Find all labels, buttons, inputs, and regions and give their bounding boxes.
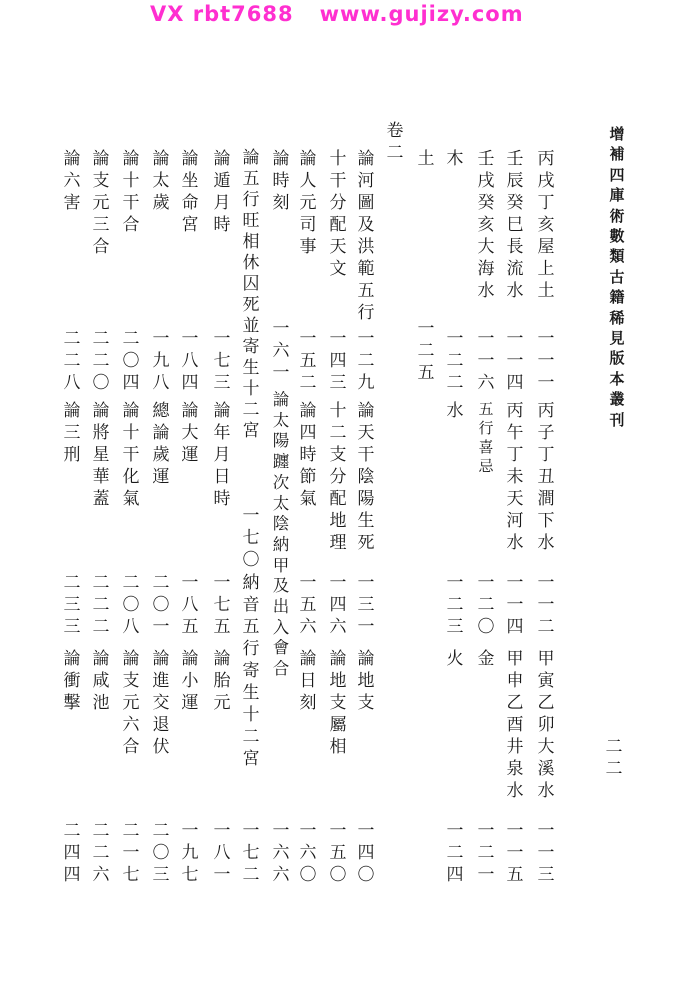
toc-entry-title: 土 xyxy=(417,149,435,169)
watermark-vx: VX rbt7688 xyxy=(150,2,294,26)
toc-entry-title: 論時刻 xyxy=(272,149,290,213)
toc-entry-page: 一二五 xyxy=(417,319,435,383)
toc-entry-title: 壬辰癸巳長流水 xyxy=(506,149,524,301)
toc-entry-title: 論天干陰陽生死 xyxy=(357,401,375,553)
toc-entry-title: 丙午丁未天河水 xyxy=(506,401,524,553)
toc-entry-title: 論十干合 xyxy=(122,149,140,235)
toc-entry-title: 論坐命宮 xyxy=(181,149,199,235)
toc-entry-page: 一二四 xyxy=(446,821,464,885)
toc-entry-title: 論年月日時 xyxy=(213,401,231,509)
toc-entry-page: 二一七 xyxy=(122,821,140,885)
toc-entry-title: 論五行旺相休囚死並寄生十二宮 xyxy=(242,148,260,441)
toc-entry-title: 丙子丁丑澗下水 xyxy=(537,401,555,553)
toc-entry-title: 論胎元 xyxy=(213,649,231,713)
toc-entry-page: 一一二 xyxy=(537,573,555,637)
toc-entry-title: 論人元司事 xyxy=(299,149,317,257)
toc-entry-title: 論太陽躔次太陰納甲及出入會合 xyxy=(272,390,290,679)
toc-entry-page: 一一三 xyxy=(537,821,555,885)
page-number: 二二 xyxy=(605,737,623,779)
toc-entry-page: 二二六 xyxy=(92,821,110,885)
toc-entry-title: 論大運 xyxy=(181,401,199,465)
toc-entry-title: 論太歲 xyxy=(152,149,170,213)
toc-entry-title: 論衝擊 xyxy=(63,649,81,713)
toc-entry-page: 二〇八 xyxy=(122,573,140,637)
toc-entry-page: 一一一 xyxy=(537,329,555,393)
toc-entry-title: 論支元六合 xyxy=(122,649,140,757)
toc-entry-page: 一七〇 xyxy=(242,506,260,570)
toc-entry-title: 火 xyxy=(446,649,464,669)
toc-entry-page: 一六一 xyxy=(272,319,290,383)
watermark xyxy=(150,2,550,26)
toc-entry-title: 木 xyxy=(446,149,464,169)
toc-entry-page: 一一五 xyxy=(506,821,524,885)
toc-entry-title: 丙戌丁亥屋上土 xyxy=(537,149,555,301)
toc-entry-page: 二〇四 xyxy=(122,329,140,393)
toc-entry-page: 一八一 xyxy=(213,821,231,885)
toc-entry-title: 論地支屬相 xyxy=(329,649,347,757)
toc-entry-page: 一七五 xyxy=(213,573,231,637)
toc-entry-page: 一四〇 xyxy=(357,821,375,885)
toc-entry-page: 一八四 xyxy=(181,329,199,393)
toc-entry-page: 一二一 xyxy=(477,821,495,885)
toc-entry-title: 論日刻 xyxy=(299,649,317,713)
toc-entry-title: 論小運 xyxy=(181,649,199,713)
toc-entry-page: 一七三 xyxy=(213,329,231,393)
toc-entry-page: 一七二 xyxy=(242,821,260,885)
toc-entry-title: 論十干化氣 xyxy=(122,401,140,509)
toc-entry-title: 論咸池 xyxy=(92,649,110,713)
toc-entry-page: 一五六 xyxy=(299,573,317,637)
toc-entry-title: 甲申乙酉井泉水 xyxy=(506,649,524,801)
toc-entry-title: 壬戌癸亥大海水 xyxy=(477,149,495,301)
toc-entry-page: 一一四 xyxy=(506,329,524,393)
toc-entry-title: 論進交退伏 xyxy=(152,649,170,757)
toc-entry-page: 一一四 xyxy=(506,573,524,637)
toc-entry-title: 甲寅乙卯大溪水 xyxy=(537,649,555,801)
toc-entry-title: 十二支分配地理 xyxy=(329,401,347,553)
toc-entry-title: 總論歲運 xyxy=(152,401,170,487)
toc-entry-page: 一二二 xyxy=(446,329,464,393)
toc-entry-title: 論河圖及洪範五行 xyxy=(357,149,375,323)
toc-entry-page: 二〇一 xyxy=(152,573,170,637)
toc-entry-page: 一四三 xyxy=(329,329,347,393)
toc-entry-page: 一三一 xyxy=(357,573,375,637)
toc-entry-page: 一二三 xyxy=(446,573,464,637)
running-title: 增補四庫術數類古籍稀見版本叢刊 xyxy=(609,125,625,429)
toc-entry-page: 一二九 xyxy=(357,329,375,393)
toc-entry-page: 一一六 xyxy=(477,329,495,393)
toc-entry-title: 論四時節氣 xyxy=(299,401,317,509)
toc-entry-title: 論支元三合 xyxy=(92,149,110,257)
toc-entry-title: 納音五行寄生十二宮 xyxy=(242,573,260,769)
toc-entry-title: 論六害 xyxy=(63,149,81,213)
toc-entry-title: 五行喜忌 xyxy=(478,400,494,475)
toc-entry-title: 金 xyxy=(477,649,495,669)
toc-entry-page: 一九八 xyxy=(152,329,170,393)
volume-heading: 卷二 xyxy=(386,121,404,163)
toc-entry-title: 水 xyxy=(446,401,464,421)
toc-entry-page: 二二八 xyxy=(63,329,81,393)
toc-entry-page: 二二二 xyxy=(92,573,110,637)
toc-entry-page: 一五〇 xyxy=(329,821,347,885)
toc-entry-page: 一四六 xyxy=(329,573,347,637)
toc-entry-title: 論三刑 xyxy=(63,401,81,465)
toc-entry-title: 論遁月時 xyxy=(213,149,231,235)
toc-entry-page: 二二〇 xyxy=(92,329,110,393)
toc-entry-page: 一六六 xyxy=(272,821,290,885)
toc-entry-page: 一九七 xyxy=(181,821,199,885)
toc-entry-page: 二〇三 xyxy=(152,821,170,885)
toc-entry-title: 論將星華蓋 xyxy=(92,401,110,509)
toc-entry-title: 十干分配天文 xyxy=(329,149,347,279)
toc-entry-page: 二四四 xyxy=(63,821,81,885)
toc-entry-title: 論地支 xyxy=(357,649,375,713)
watermark-url: www.gujizy.com xyxy=(319,2,524,26)
toc-entry-page: 一八五 xyxy=(181,573,199,637)
toc-entry-page: 一六〇 xyxy=(299,821,317,885)
toc-entry-page: 一二〇 xyxy=(477,573,495,637)
toc-entry-page: 一五二 xyxy=(299,329,317,393)
toc-entry-page: 二三三 xyxy=(63,573,81,637)
